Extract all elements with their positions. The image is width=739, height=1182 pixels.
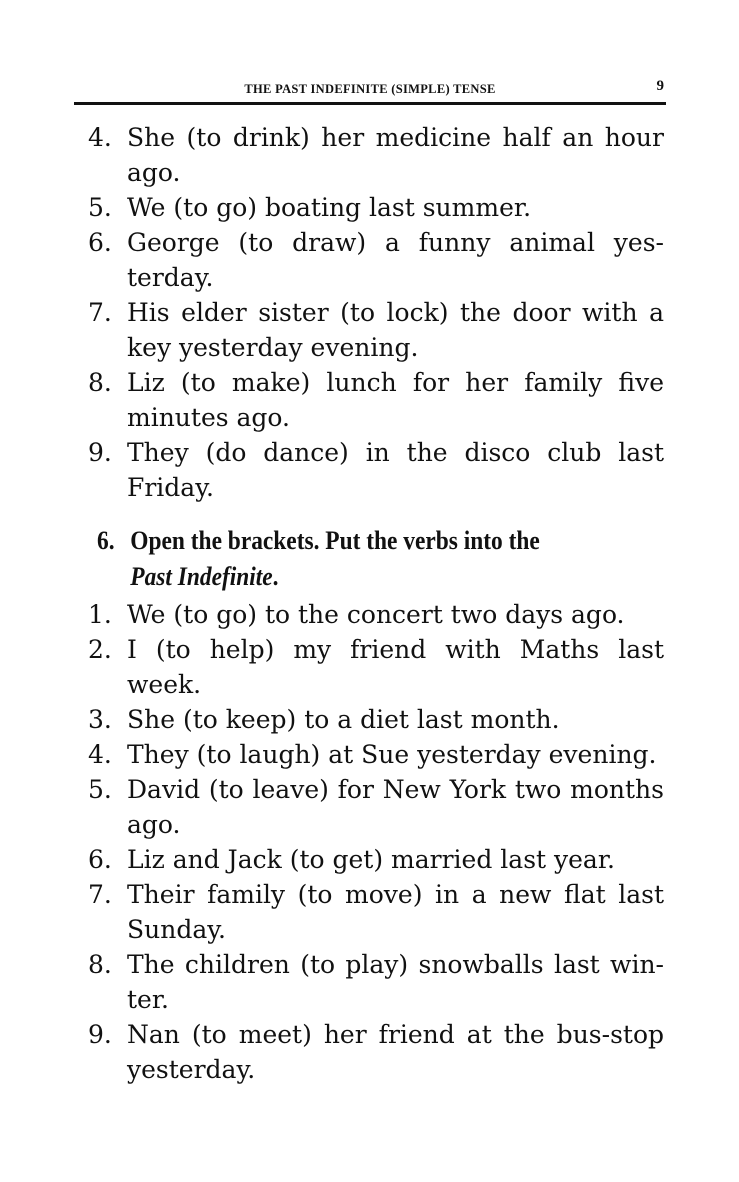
- list-item: [88, 225, 664, 295]
- item-number: 8.: [88, 950, 112, 979]
- item-text: David (to leave) for New York two months ago.: [127, 775, 664, 839]
- item-text: Their family (to move) in a new flat last Sunday.: [127, 880, 664, 944]
- item-text: George (to draw) a funny animal yes-terday.: [127, 228, 664, 292]
- running-title: THE PAST INDEFINITE (SIMPLE) TENSE: [244, 82, 496, 96]
- item-number: 5.: [88, 775, 112, 804]
- item-number: 7.: [88, 298, 112, 327]
- item-number: 1.: [88, 600, 112, 629]
- item-text: I (to help) my friend with Maths last week.: [127, 635, 664, 699]
- item-number: 4.: [88, 123, 112, 152]
- exercise-5-list: [88, 120, 664, 505]
- item-text: She (to drink) her medicine half an hour ago.: [127, 123, 664, 187]
- tense-term: Past Indefinite: [130, 562, 273, 591]
- item-number: 3.: [88, 705, 112, 734]
- list-item: [88, 772, 664, 842]
- item-number: 6.: [88, 228, 112, 257]
- instruction-end: .: [272, 562, 279, 591]
- list-item: [88, 737, 664, 772]
- exercise-instruction: [97, 523, 601, 595]
- item-text: The children (to play) snowballs last win-ter.: [127, 950, 664, 1014]
- list-item: [88, 190, 664, 225]
- instruction-text: Open the brackets. Put the verbs into the: [130, 526, 540, 555]
- item-number: 9.: [88, 1020, 112, 1049]
- list-item: [88, 947, 664, 1017]
- item-text: Nan (to meet) her friend at the bus-stop yesterday.: [127, 1020, 664, 1084]
- item-text: His elder sister (to lock) the door with a key yesterday evening.: [127, 298, 664, 362]
- list-item: [88, 435, 664, 505]
- list-item: [88, 295, 664, 365]
- list-item: [88, 120, 664, 190]
- item-number: 9.: [88, 438, 112, 467]
- item-text: Liz and Jack (to get) married last year.: [127, 845, 615, 874]
- item-number: 5.: [88, 193, 112, 222]
- item-number: 4.: [88, 740, 112, 769]
- item-text: She (to keep) to a diet last month.: [127, 705, 560, 734]
- page-number: 9: [656, 78, 664, 94]
- item-text: We (to go) to the concert two days ago.: [127, 600, 625, 629]
- list-item: [88, 877, 664, 947]
- item-text: They (to laugh) at Sue yesterday evening.: [127, 740, 657, 769]
- item-text: Liz (to make) lunch for her family five minutes ago.: [127, 368, 664, 432]
- list-item: [88, 632, 664, 702]
- list-item: [88, 365, 664, 435]
- item-text: They (do dance) in the disco club last Friday.: [127, 438, 664, 502]
- exercise-number: 6.: [97, 526, 115, 555]
- list-item: [88, 842, 664, 877]
- list-item: [88, 597, 664, 632]
- item-text: We (to go) boating last summer.: [127, 193, 532, 222]
- item-number: 6.: [88, 845, 112, 874]
- exercise-6-list: [88, 597, 664, 1087]
- exercise-6-heading: [97, 523, 601, 595]
- list-item: [88, 702, 664, 737]
- page-header: [74, 80, 666, 105]
- list-item: [88, 1017, 664, 1087]
- item-number: 2.: [88, 635, 112, 664]
- item-number: 8.: [88, 368, 112, 397]
- item-number: 7.: [88, 880, 112, 909]
